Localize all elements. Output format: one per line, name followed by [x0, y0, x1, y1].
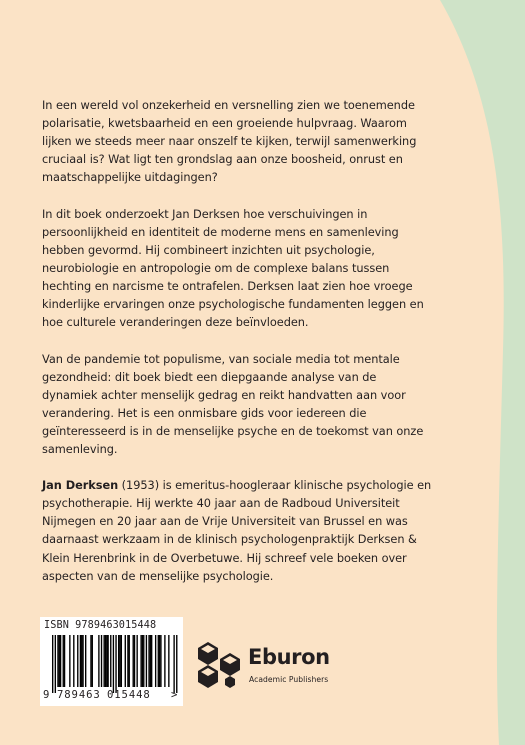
- blurb-paragraph-2: In dit boek onderzoekt Jan Derksen hoe verschuivingen in persoonlijkheid en identiteit de moderne mens en samenleving hebben gevormd. Hij combineert inzichten uit psychologie, neurobiologie en antropologie om de complexe balans tussen hechting en narcisme te ontrafelen. Derksen laat zien hoe vroege kinderlijke ervaringen onze psychologische fundamenten leggen en hoe culturele veranderingen deze beïnvloeden.: [42, 206, 424, 330]
- barcode-bar: [107, 635, 108, 687]
- blurb-paragraph-3: Van de pandemie tot populisme, van sociale media tot mentale gezondheid: dit boek biedt een diepgaande analyse van de dynamiek achter menselijk gedrag en reikt handvatten aan voor verandering. Het is een onmisbare gids voor iedereen die geïnteresseerd is in de menselijke psyche en de toekomst van onze samenleving.: [42, 351, 424, 456]
- barcode-bar: [77, 635, 78, 687]
- author-bio-text: (1953) is emeritus-hoogleraar klinische psychologie en psychotherapie. Hij werkte 40 jaar aan de Radboud Universiteit Nijmegen en 20 jaar aan de Vrije Universiteit van Brussel en was daarnaast werkzaam in de klinisch psychologenpraktijk Derksen & Klein Herenbrink in de Overbetuwe. Hij schreef vele boeken over aspecten van de menselijke psychologie.: [42, 478, 432, 583]
- barcode-bar: [81, 635, 82, 687]
- barcode-guard-bar: [113, 635, 114, 693]
- cube-cluster-icon: [194, 639, 246, 691]
- isbn-label: ISBN 9789463015448: [44, 620, 157, 631]
- barcode-bar: [110, 635, 111, 687]
- barcode-bar: [90, 635, 91, 687]
- barcode-bar: [140, 635, 141, 687]
- barcode-bar: [134, 635, 135, 687]
- barcode-bar: [150, 635, 151, 687]
- barcode-bars: [40, 635, 183, 695]
- barcode-left-group: 789463: [57, 689, 101, 701]
- barcode-bar: [118, 635, 119, 687]
- barcode-bar: [146, 635, 147, 687]
- barcode-guard-bar: [173, 635, 174, 693]
- barcode-bar: [127, 635, 128, 687]
- barcode-bar: [98, 635, 99, 687]
- barcode-bar: [85, 635, 86, 687]
- barcode-guard-bar: [52, 635, 53, 693]
- barcode-bar: [121, 635, 122, 687]
- barcode-bar: [159, 635, 160, 687]
- barcode-guard-bar: [55, 635, 56, 693]
- blurb-paragraph-1: In een wereld vol onzekerheid en versnelling zien we toenemende polarisatie, kwetsbaarheid en een groeiende hulpvraag. Waarom lijken we steeds meer naar onszelf te kijken, terwijl samenwerking cruciaal is? Wat ligt ten grondslag aan onze boosheid, onrust en maatschappelijke uitdagingen?: [42, 98, 417, 185]
- barcode-bar: [63, 635, 64, 687]
- barcode-guard-bar: [176, 635, 177, 693]
- barcode-bar: [164, 635, 165, 687]
- back-cover-text: [42, 96, 432, 585]
- barcode-bar: [119, 635, 120, 687]
- barcode-guard-bar: [115, 635, 116, 693]
- barcode-bar: [106, 635, 107, 687]
- barcode-bar: [101, 635, 102, 687]
- barcode-bar: [125, 635, 126, 687]
- barcode-bar: [57, 635, 58, 687]
- barcode-digits: [40, 688, 183, 703]
- barcode-bar: [92, 635, 93, 687]
- barcode-bar: [73, 635, 74, 687]
- barcode-bar: [136, 635, 137, 687]
- barcode-bar: [80, 635, 81, 687]
- barcode-quiet-zone-mark: >: [171, 689, 178, 701]
- barcode-bar: [143, 635, 144, 687]
- isbn-barcode: [40, 617, 183, 706]
- barcode-bar: [160, 635, 161, 687]
- barcode-bar: [103, 635, 104, 687]
- publisher-name: Eburon: [248, 645, 330, 669]
- barcode-bar: [64, 635, 65, 687]
- barcode-bar: [105, 635, 106, 687]
- publisher-tagline: Academic Publishers: [249, 675, 329, 684]
- barcode-bar: [168, 635, 169, 687]
- barcode-bar: [69, 635, 70, 687]
- barcode-bar: [151, 635, 152, 687]
- barcode-bar: [129, 635, 130, 687]
- author-bio: [42, 476, 432, 584]
- barcode-bar: [82, 635, 83, 687]
- barcode-bar: [142, 635, 143, 687]
- barcode-bar: [133, 635, 134, 687]
- barcode-bar: [148, 635, 149, 687]
- publisher-mark: [194, 639, 364, 709]
- author-name: Jan Derksen: [42, 478, 119, 493]
- barcode-bar: [60, 635, 61, 687]
- barcode-right-group: 015448: [107, 689, 151, 701]
- barcode-first-digit: 9: [43, 689, 50, 701]
- barcode-bar: [155, 635, 156, 687]
- barcode-bar: [59, 635, 60, 687]
- barcode-bar: [158, 635, 159, 687]
